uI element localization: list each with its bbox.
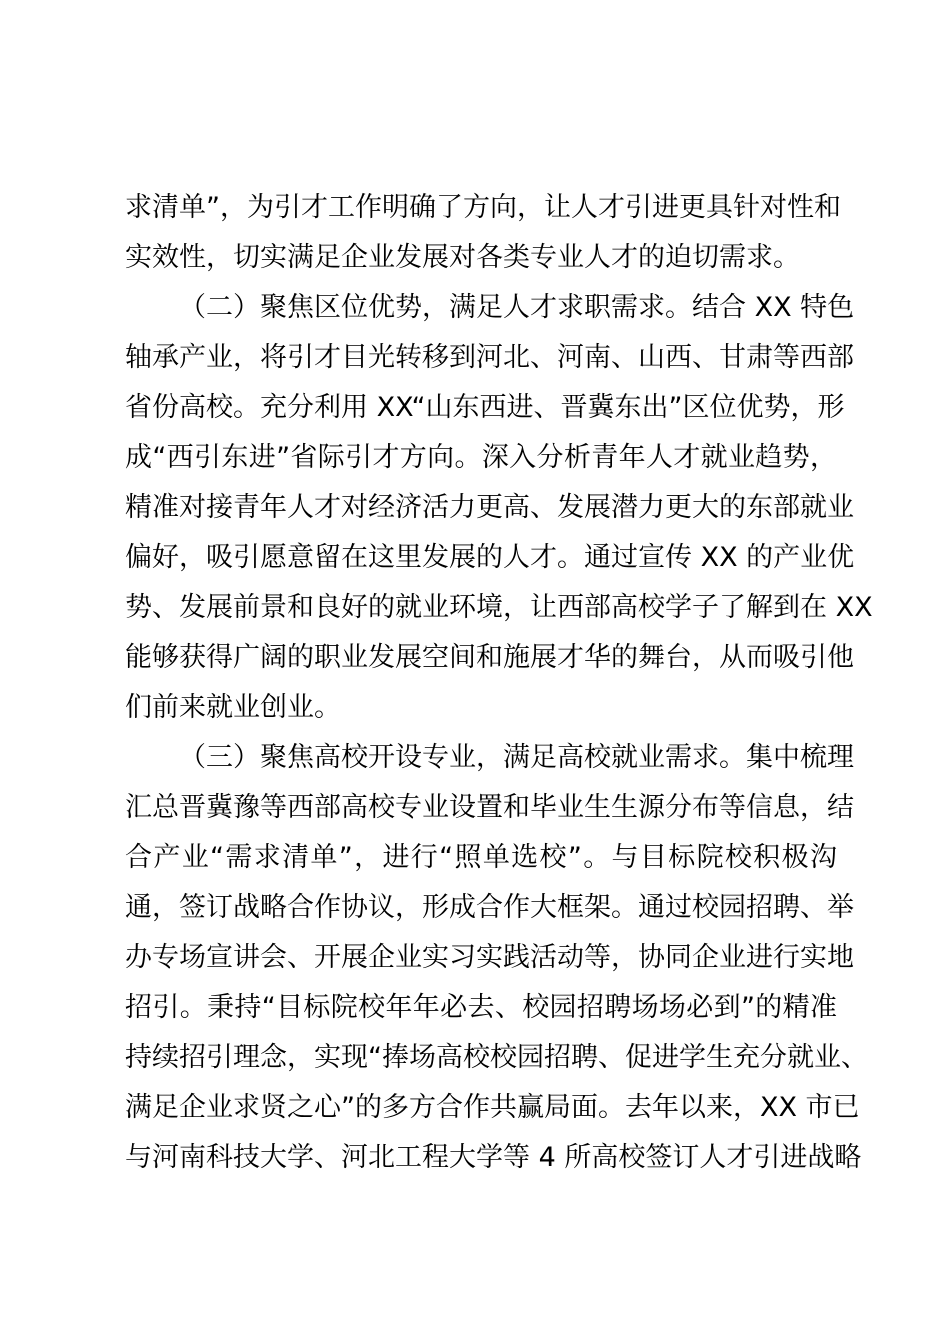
body-text xyxy=(125,183,873,1183)
text-line: 合产业“需求清单”，进行“照单选校”。与目标院校积极沟 xyxy=(125,842,837,873)
paragraph-start-line: （三）聚焦高校开设专业，满足高校就业需求。集中梳理 xyxy=(179,742,854,773)
paragraph-start-line: （二）聚焦区位优势，满足人才求职需求。结合 XX 特色 xyxy=(179,292,855,323)
text-line: 能够获得广阔的职业发展空间和施展才华的舞台，从而吸引他 xyxy=(125,642,854,673)
text-line: 轴承产业，将引才目光转移到河北、河南、山西、甘肃等西部 xyxy=(125,342,854,373)
text-line: 持续招引理念，实现“捧场高校校园招聘、促进学生充分就业、 xyxy=(125,1042,868,1073)
text-line: 办专场宣讲会、开展企业实习实践活动等，协同企业进行实地 xyxy=(125,942,854,973)
text-line: 省份高校。充分利用 XX“山东西进、晋冀东出”区位优势，形 xyxy=(125,392,845,423)
text-line: 实效性，切实满足企业发展对各类专业人才的迫切需求。 xyxy=(125,242,800,273)
text-line: 势、发展前景和良好的就业环境，让西部高校学子了解到在 XX xyxy=(125,592,873,623)
text-line: 招引。秉持“目标院校年年必去、校园招聘场场必到”的精准 xyxy=(125,992,837,1023)
text-line: 满足企业求贤之心”的多方合作共赢局面。去年以来，XX 市已 xyxy=(125,1092,860,1123)
text-line: 求清单”，为引才工作明确了方向，让人才引进更具针对性和 xyxy=(125,192,841,223)
text-line: 与河南科技大学、河北工程大学等 4 所高校签订人才引进战略 xyxy=(125,1142,862,1173)
text-line: 汇总晋冀豫等西部高校专业设置和毕业生生源分布等信息，结 xyxy=(125,792,854,823)
text-line: 们前来就业创业。 xyxy=(125,692,341,723)
text-line: 成“西引东进”省际引才方向。深入分析青年人才就业趋势， xyxy=(125,442,837,473)
text-line: 通，签订战略合作协议，形成合作大框架。通过校园招聘、举 xyxy=(125,892,854,923)
text-line: 精准对接青年人才对经济活力更高、发展潜力更大的东部就业 xyxy=(125,492,854,523)
text-line: 偏好，吸引愿意留在这里发展的人才。通过宣传 XX 的产业优 xyxy=(125,542,855,573)
